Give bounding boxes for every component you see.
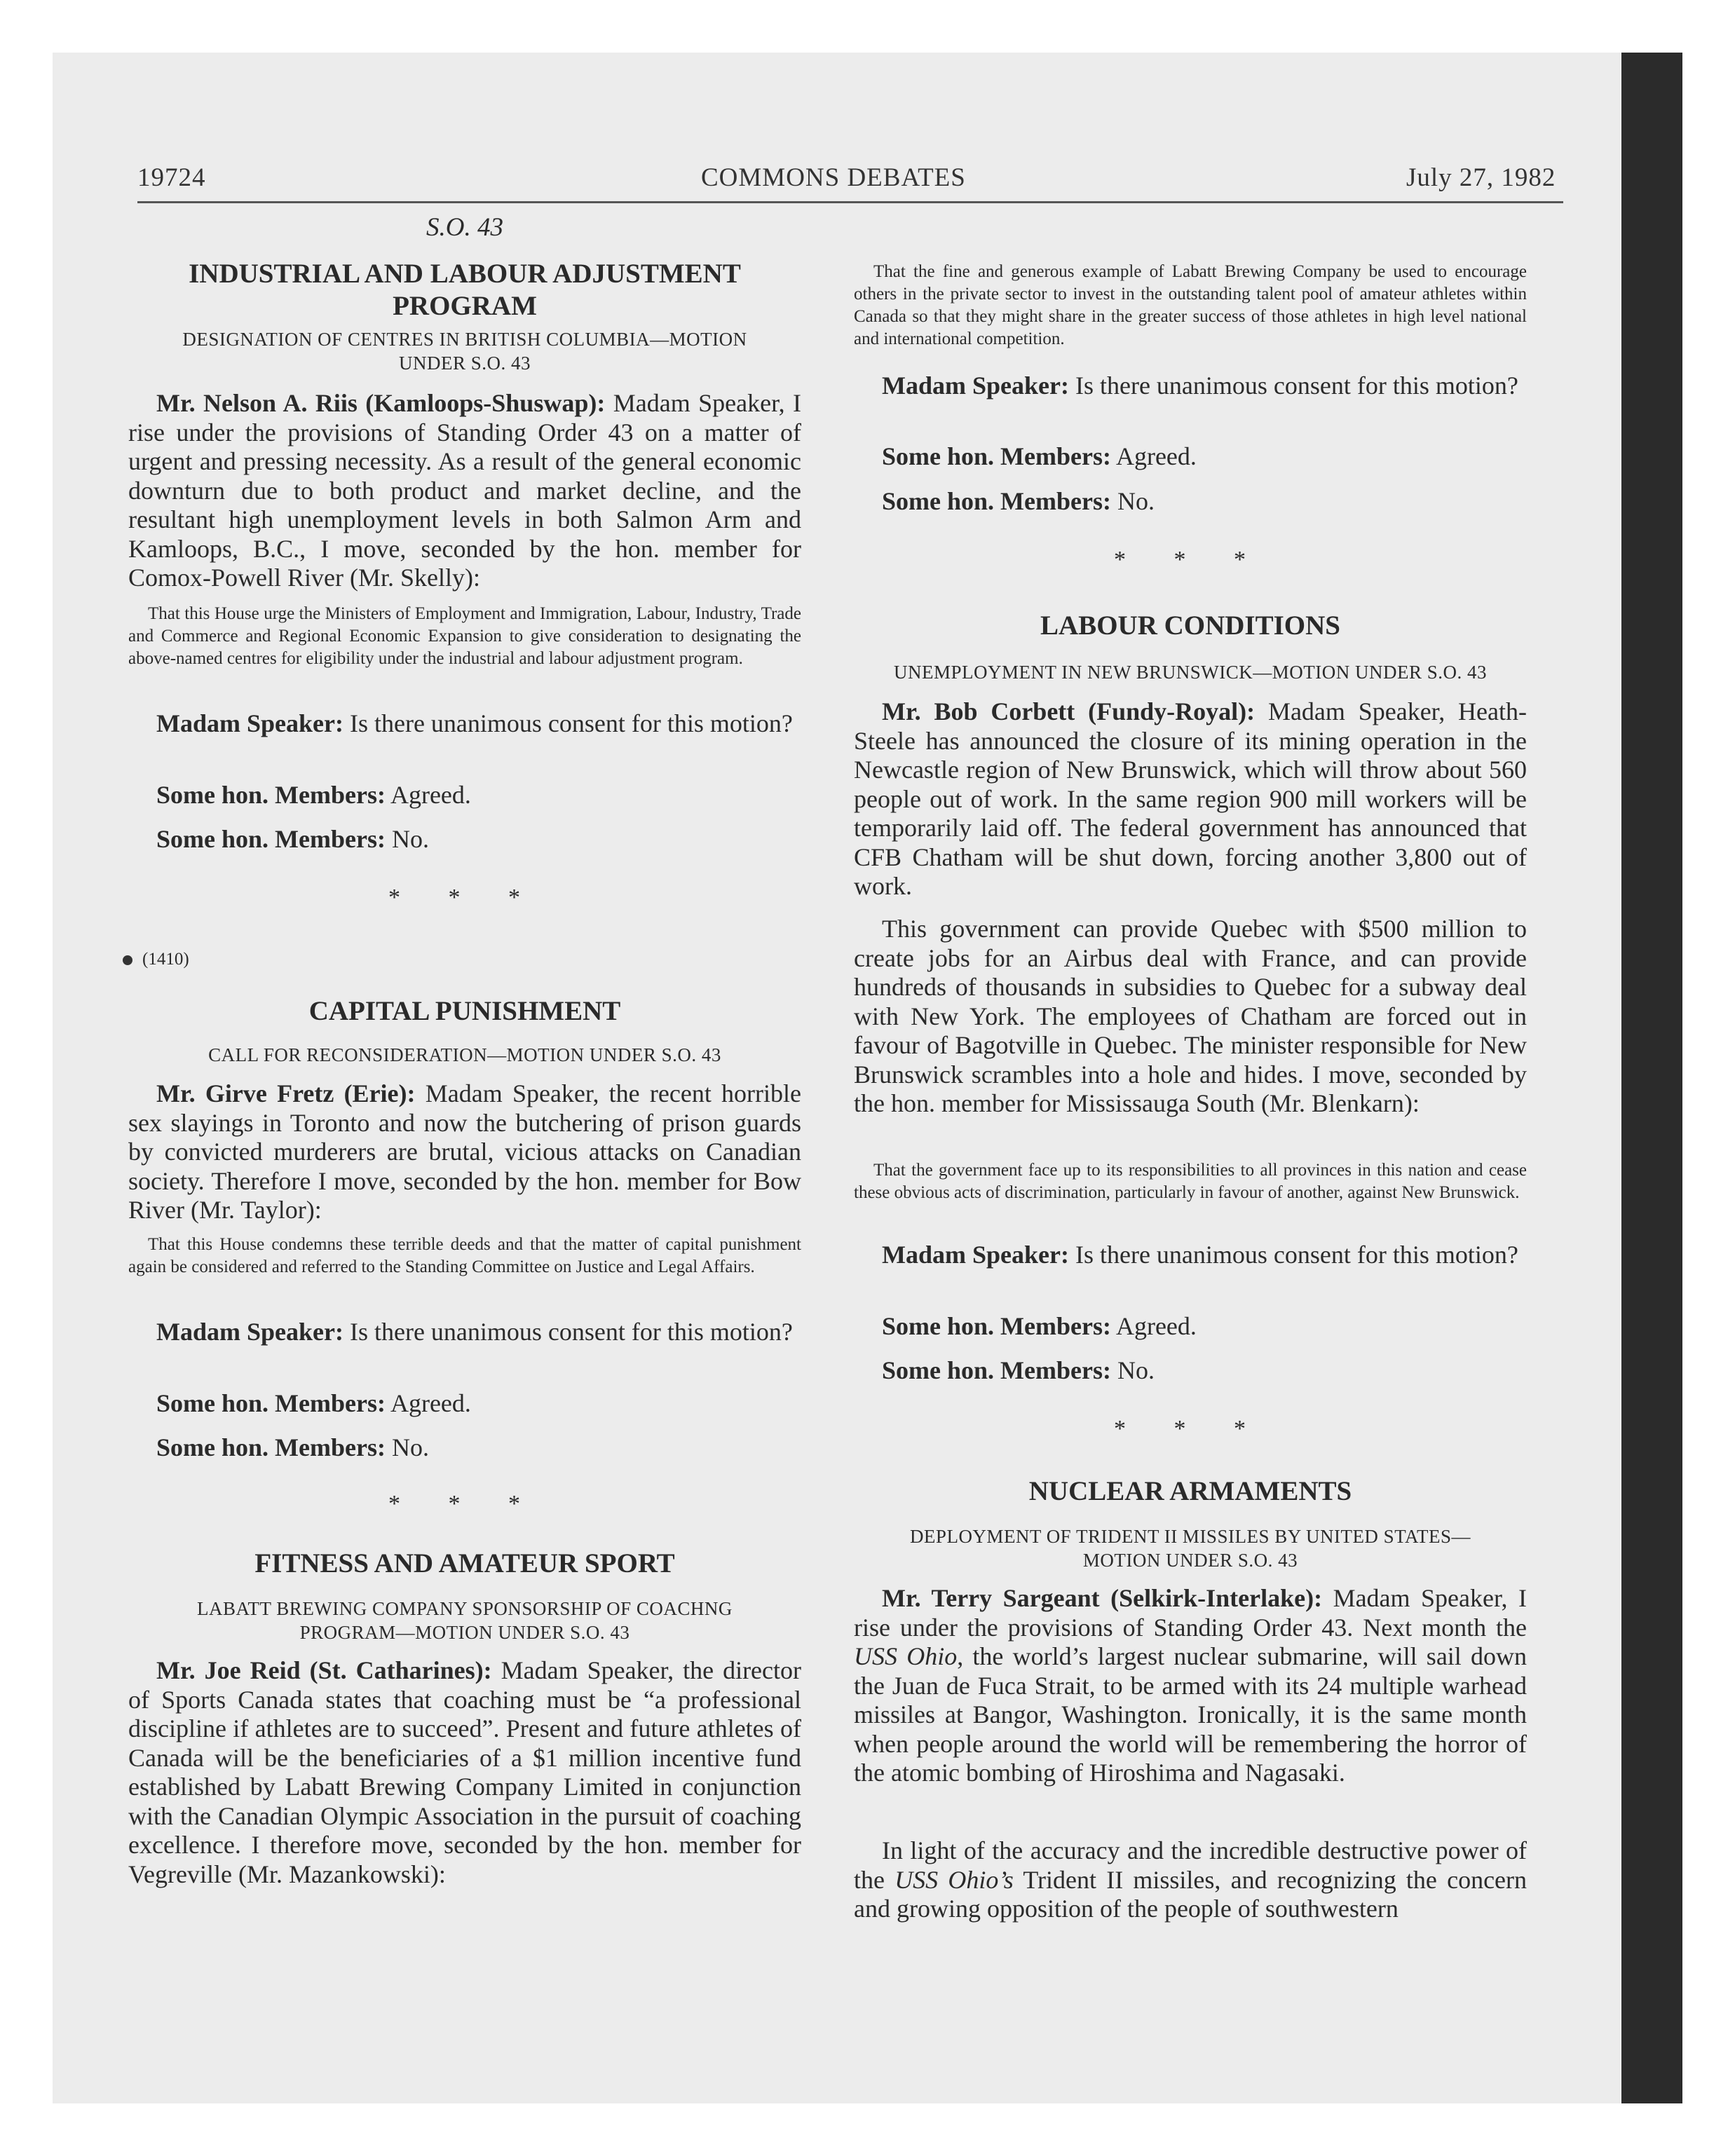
reply-text: No. (1117, 487, 1155, 515)
speaker-name: Mr. Nelson A. Riis (Kamloops-Shuswap): (156, 389, 606, 417)
chair-label: Madam Speaker: (882, 1241, 1069, 1269)
speech-paragraph-2: This government can provide Quebec with $500 million to create jobs for an Airbus deal with France, and can provide hundreds of thousands in subsidies to Quebec for a subway deal with New York. The employees of Chatham are forced out in favour of Bagotville in Quebec. The minister responsible for New Brunswick scrambles into a hole and hides. I move, seconded by the hon. member for Mississauga South (Mr. Blenkarn): (854, 915, 1527, 1117)
speaker-name: Mr. Bob Corbett (Fundy-Royal): (882, 697, 1256, 725)
header-rule (137, 201, 1563, 203)
consent-question (128, 1318, 801, 1347)
members-label: Some hon. Members: (156, 1389, 386, 1417)
page-number: 19724 (137, 163, 206, 192)
members-label: Some hon. Members: (882, 1312, 1111, 1340)
reply-text: No. (1117, 1356, 1155, 1384)
speech-text: Madam Speaker, I rise under the provisions of Standing Order 43. Next month the (854, 1584, 1528, 1642)
bullet-icon (123, 955, 132, 965)
reply-text: Agreed. (390, 1389, 471, 1417)
members-label: Some hon. Members: (156, 1433, 386, 1461)
speech-text: Madam Speaker, the recent horrible sex slayings in Toronto and now the butchering of prison guards by convicted murderers are brutal, vicious attacks on Canadian society. Therefore I move, seconded by the hon. member for Bow River (Mr. Taylor): (128, 1079, 802, 1224)
section-subtitle: UNEMPLOYMENT IN NEW BRUNSWICK—MOTION UNDER S.O. 43 (894, 662, 1487, 683)
section-title: FITNESS AND AMATEUR SPORT (254, 1548, 675, 1578)
members-label: Some hon. Members: (156, 781, 386, 809)
speech-text: Madam Speaker, Heath-Steele has announced the closure of its mining operation in the Newcastle region of New Brunswick, which will throw about 560 people out of work. In the same region 900 mill workers will be temporarily laid off. The federal government has announced that CFB Chatham will be shut down, forcing another 3,800 out of work. (854, 697, 1527, 900)
section-subtitle: LABATT BREWING COMPANY SPONSORSHIP OF COACHNG PROGRAM—MOTION UNDER S.O. 43 (197, 1598, 733, 1643)
section-subtitle: DESIGNATION OF CENTRES IN BRITISH COLUMBIA—MOTION UNDER S.O. 43 (182, 329, 747, 374)
question-text: Is there unanimous consent for this motion? (1075, 371, 1518, 400)
reply-text: No. (391, 1433, 429, 1461)
reply-text: Agreed. (390, 781, 471, 809)
members-reply-no (854, 487, 1527, 517)
question-text: Is there unanimous consent for this motion? (1075, 1241, 1518, 1269)
speech-text-cont: , the world’s largest nuclear submarine, will sail down the Juan de Fuca Strait, to be armed with its 24 multiple warhead missiles at Bangor, Washington. Ironically, it is the same month when people around the world will be remembering the horror of the atomic bombing of Hiroshima and Nagasaki. (854, 1642, 1527, 1787)
ship-name: USS Ohio’s (894, 1865, 1014, 1894)
consent-question (854, 1241, 1527, 1270)
reply-text: No. (391, 825, 429, 853)
ship-name: USS Ohio (854, 1642, 958, 1670)
reply-text: Agreed. (1115, 1312, 1197, 1340)
page-date: July 27, 1982 (1406, 163, 1556, 192)
members-reply-agreed (128, 1389, 801, 1419)
section-subtitle: DEPLOYMENT OF TRIDENT II MISSILES BY UNITED STATES—MOTION UNDER S.O. 43 (909, 1526, 1471, 1571)
members-reply-no (854, 1356, 1527, 1386)
section-title: INDUSTRIAL AND LABOUR ADJUSTMENT PROGRAM (189, 259, 741, 321)
motion-text: That this House condemns these terrible deeds and that the matter of capital punishment again be considered and referred to the Standing Committee on Justice and Legal Affairs. (128, 1235, 801, 1276)
members-label: Some hon. Members: (882, 442, 1111, 470)
reply-text: Agreed. (1115, 442, 1197, 470)
motion-text: That the government face up to its responsibilities to all provinces in this nation and cease these obvious acts of discrimination, particularly in favour of another, against New Brunswick. (854, 1161, 1527, 1202)
question-text: Is there unanimous consent for this motion? (349, 1318, 793, 1346)
speaker-name: Mr. Joe Reid (St. Catharines): (156, 1656, 492, 1684)
members-reply-agreed (854, 1312, 1527, 1342)
motion-text: That the fine and generous example of Labatt Brewing Company be used to encourage others in the private sector to invest in the outstanding talent pool of amateur athletes within Canada so that they might share in the greater success of those athletes in high level national and international competition. (854, 262, 1527, 348)
members-label: Some hon. Members: (882, 1356, 1111, 1384)
section-title: CAPITAL PUNISHMENT (308, 996, 621, 1026)
members-reply-no (128, 825, 801, 854)
speech-paragraph (854, 1584, 1527, 1788)
chair-label: Madam Speaker: (156, 1318, 343, 1346)
chair-label: Madam Speaker: (882, 371, 1069, 400)
section-separator: * * * (388, 885, 541, 910)
speech-text: In light of the accuracy and the incredible destructive power of the (854, 1836, 1527, 1894)
section-title: LABOUR CONDITIONS (1040, 610, 1340, 641)
speaker-name: Mr. Terry Sargeant (Selkirk-Interlake): (882, 1584, 1323, 1612)
members-label: Some hon. Members: (156, 825, 386, 853)
section-subtitle: CALL FOR RECONSIDERATION—MOTION UNDER S.O. 43 (208, 1044, 721, 1065)
members-reply-no (128, 1433, 801, 1463)
speech-text: Madam Speaker, the director of Sports Canada states that coaching must be “a professional discipline if athletes are to succeed”. Present and future athletes of Canada will be the beneficiaries of a $1 million incentive fund established by Labatt Brewing Company Limited in conjunction with the Canadian Olympic Association in the pursuit of coaching excellence. I therefore move, seconded by the hon. member for Vegreville (Mr. Mazankowski): (128, 1656, 801, 1888)
speech-paragraph (128, 389, 801, 593)
time-marker (123, 950, 796, 969)
consent-question (854, 371, 1527, 401)
motion-text: That this House urge the Ministers of Employment and Immigration, Labour, Industry, Trade and Commerce and Regional Economic Expansion to give consideration to designating the above-named centres for eligibility under the industrial and labour adjustment program. (128, 604, 801, 668)
speech-paragraph (854, 697, 1527, 901)
consent-question (128, 709, 801, 739)
question-text: Is there unanimous consent for this motion? (349, 709, 793, 737)
scan-edge (1621, 53, 1682, 2103)
time-marker-text: (1410) (142, 950, 189, 969)
members-reply-agreed (128, 781, 801, 810)
speech-paragraph (128, 1079, 801, 1225)
speech-text: Madam Speaker, I rise under the provisions of Standing Order 43 on a matter of urgent and pressing necessity. As a result of the general economic downturn due to both product and market decline, and the resultant high unemployment levels in both Salmon Arm and Kamloops, B.C., I move, seconded by the hon. member for Comox-Powell River (Mr. Skelly): (128, 389, 802, 592)
standing-order-label: S.O. 43 (426, 213, 503, 242)
speech-text-cont: Trident II missiles, and recognizing the concern and growing opposition of the people of southwestern (854, 1865, 1528, 1923)
speech-paragraph (128, 1656, 801, 1889)
section-separator: * * * (1114, 547, 1267, 573)
members-label: Some hon. Members: (882, 487, 1111, 515)
section-title: NUCLEAR ARMAMENTS (1028, 1476, 1352, 1506)
section-separator: * * * (1114, 1416, 1267, 1442)
speech-paragraph-2 (854, 1836, 1527, 1924)
speaker-name: Mr. Girve Fretz (Erie): (156, 1079, 416, 1107)
publication-title: COMMONS DEBATES (701, 163, 966, 192)
section-separator: * * * (388, 1491, 541, 1517)
chair-label: Madam Speaker: (156, 709, 343, 737)
members-reply-agreed (854, 442, 1527, 472)
